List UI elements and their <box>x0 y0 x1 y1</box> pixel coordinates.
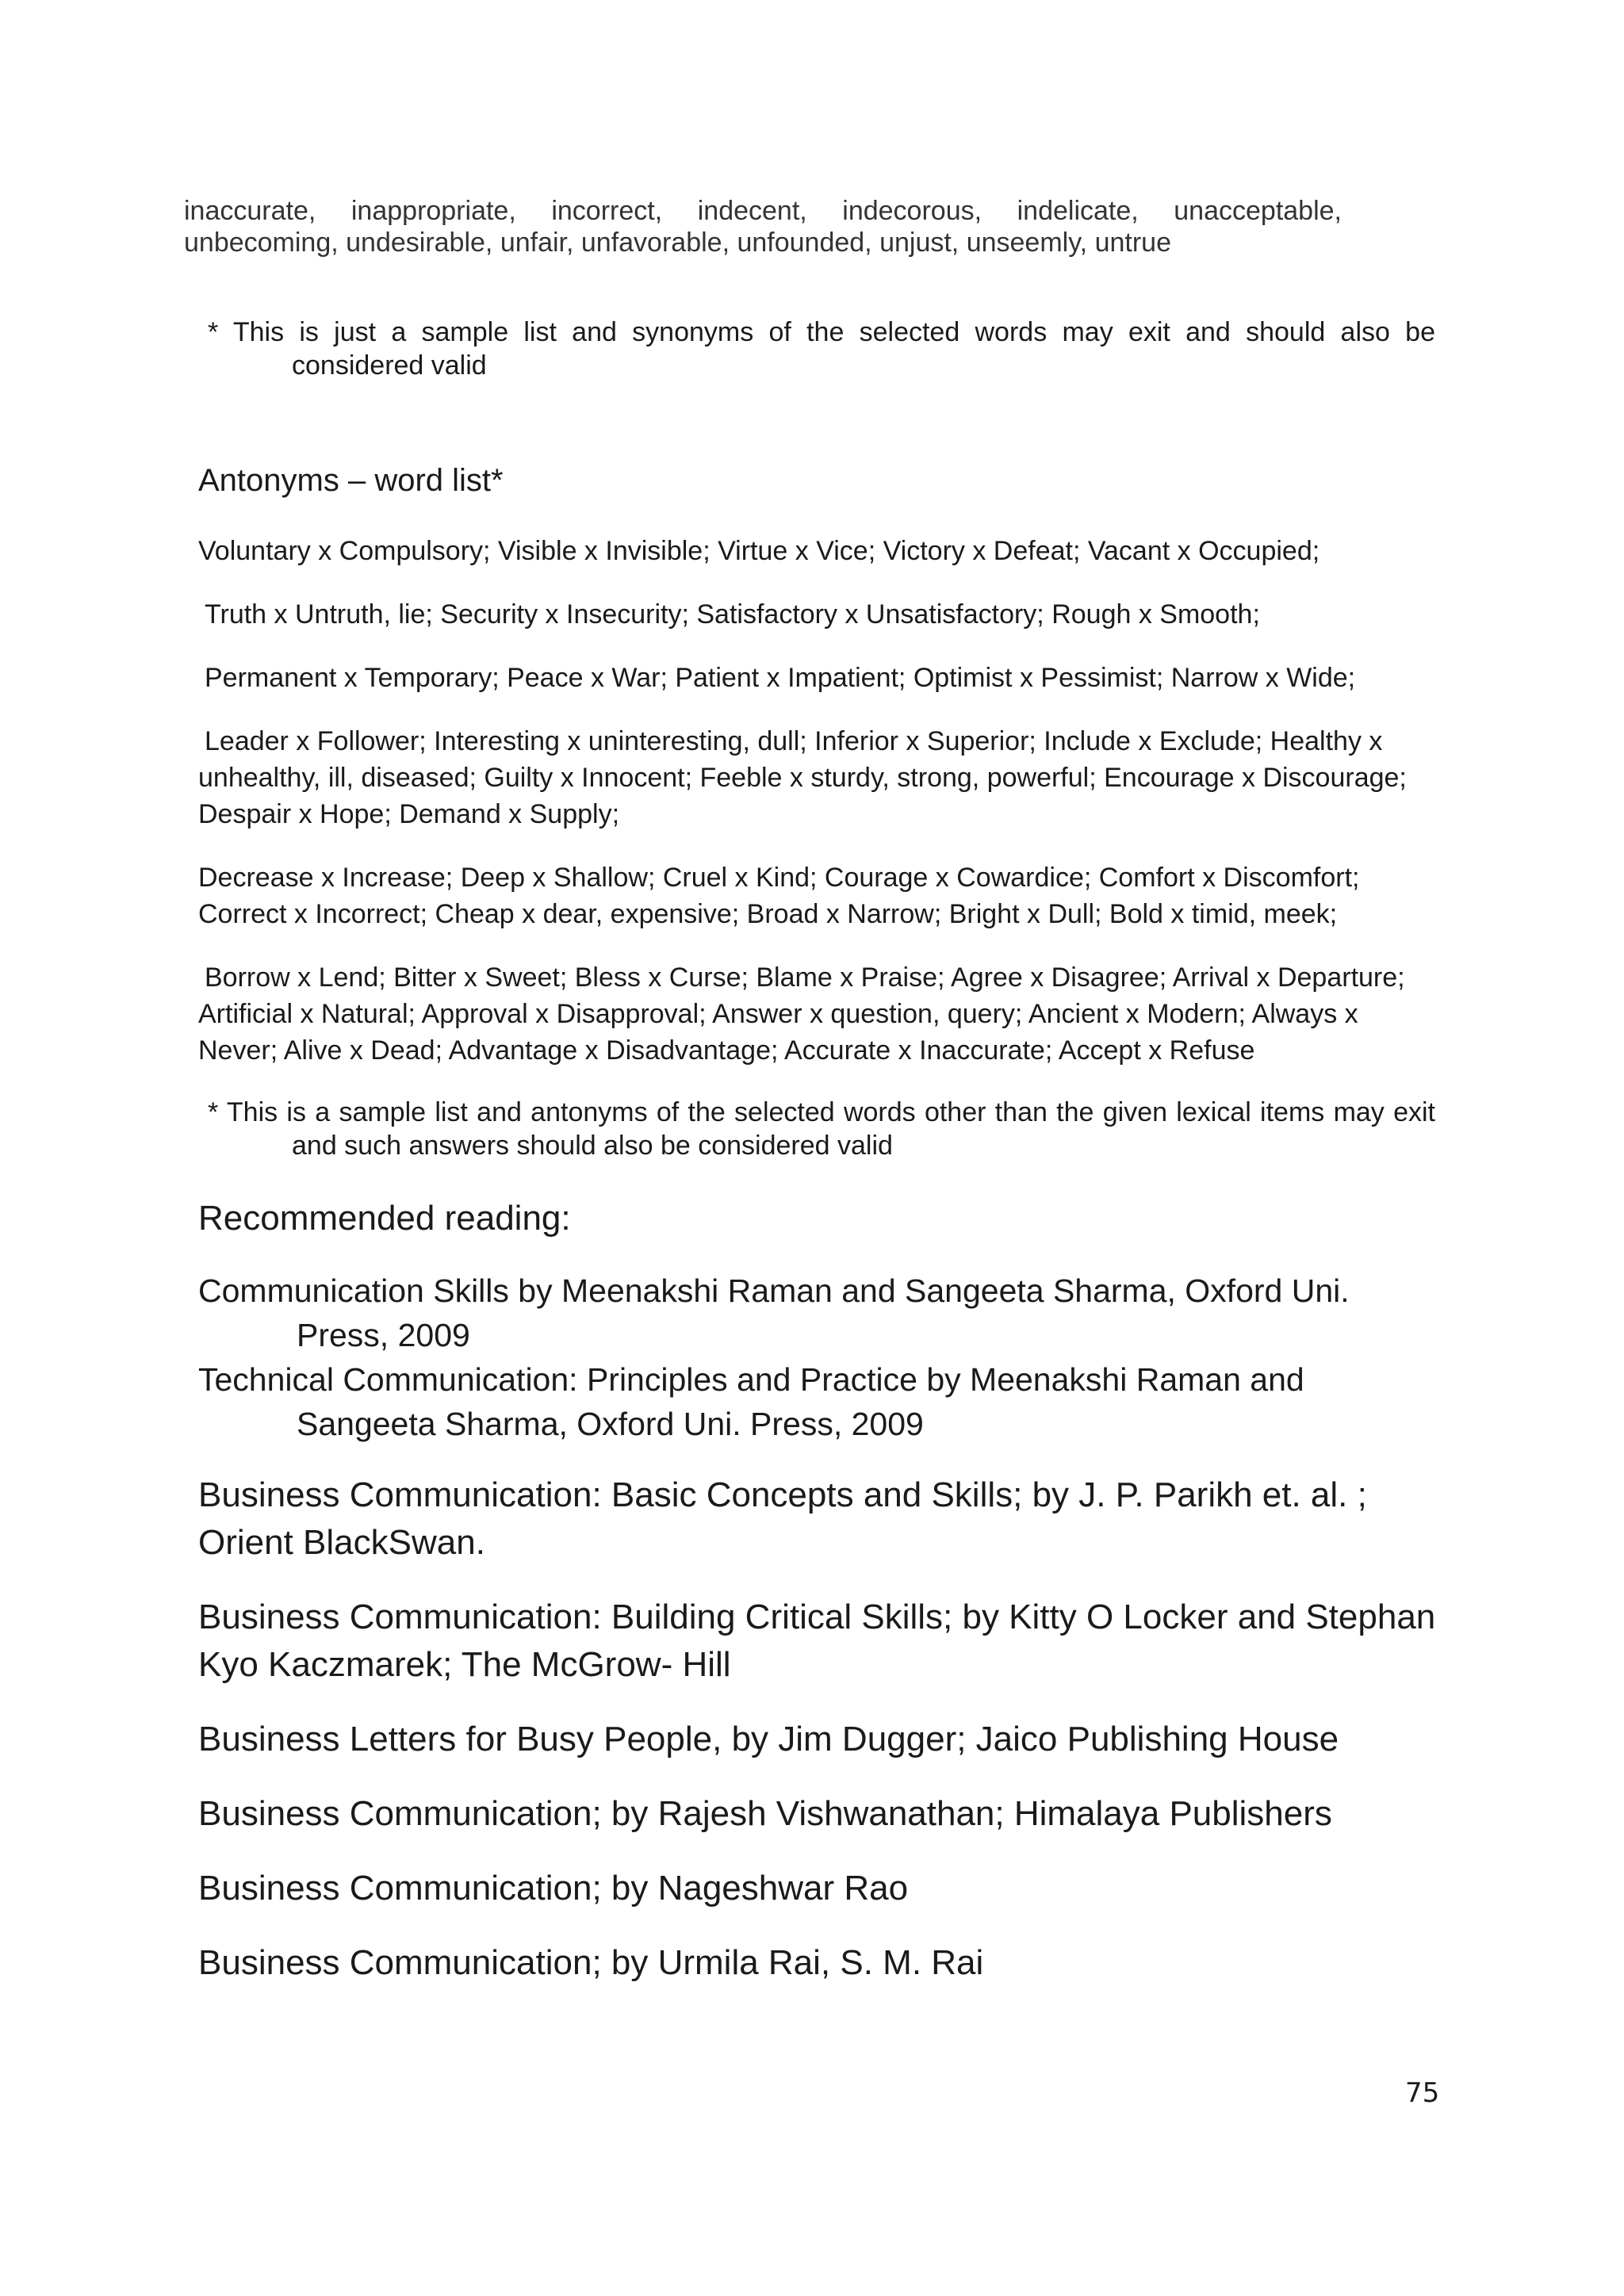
synonyms-line: unbecoming, undesirable, unfair, unfavorable, unfounded, unjust, unseemly, untrue <box>184 228 1171 258</box>
antonyms-paragraph: Decrease x Increase; Deep x Shallow; Cruel x Kind; Courage x Cowardice; Comfort x Discomfort; Correct x Incorrect; Cheap x dear, expensive; Broad x Narrow; Bright x Dull; Bold x timid, meek; <box>198 863 1360 929</box>
reference-entry: Business Communication: Basic Concepts and Skills; by J. P. Parikh et. al. ; Orient BlackSwan. <box>198 1475 1367 1562</box>
note-line: considered valid <box>292 350 487 381</box>
antonyms-paragraph: Borrow x Lend; Bitter x Sweet; Bless x Curse; Blame x Praise; Agree x Disagree; Arrival x Departure; Artificial x Natural; Approval x Disapproval; Answer x question, query; Ancient x Modern; Always x Never; Alive x Dead; Advantage x Disadvantage; Accurate x Inaccurate; Accept x Refuse <box>198 962 1405 1066</box>
reference-entry: Business Communication; by Rajesh Vishwanathan; Himalaya Publishers <box>198 1794 1332 1833</box>
reference-line: Press, 2009 <box>297 1317 470 1353</box>
synonyms-note <box>208 316 1435 382</box>
note-line: * This is a sample list and antonyms of the selected words other than the given lexical items may exit <box>208 1097 1435 1127</box>
antonyms-note <box>208 1096 1435 1162</box>
reference-line: Technical Communication: Principles and Practice by Meenakshi Raman and <box>198 1361 1304 1398</box>
note-line: * This is just a sample list and synonyms of the selected words may exit and should also be <box>208 317 1435 347</box>
reference-entry <box>198 1357 1451 1446</box>
reference-entry: Business Communication; by Nageshwar Rao <box>198 1869 909 1908</box>
page-number: 75 <box>1405 2077 1440 2109</box>
reference-entry <box>198 1269 1451 1357</box>
synonyms-line: inaccurate, inappropriate, incorrect, indecent, indecorous, indelicate, unacceptable, <box>184 196 1342 226</box>
reference-line: Communication Skills by Meenakshi Raman and Sangeeta Sharma, Oxford Uni. <box>198 1272 1350 1309</box>
antonyms-paragraph: Leader x Follower; Interesting x uninteresting, dull; Inferior x Superior; Include x Exclude; Healthy x unhealthy, ill, diseased; Guilty x Innocent; Feeble x sturdy, strong, powerful; Encourage x Discourage; Despair x Hope; Demand x Supply; <box>198 726 1407 829</box>
reference-entry: Business Letters for Busy People, by Jim Dugger; Jaico Publishing House <box>198 1720 1339 1758</box>
antonyms-heading: Antonyms – word list* <box>198 463 504 498</box>
recommended-reading-heading: Recommended reading: <box>198 1199 571 1238</box>
antonyms-paragraph: Voluntary x Compulsory; Visible x Invisible; Virtue x Vice; Victory x Defeat; Vacant x Occupied; <box>198 536 1320 566</box>
reference-entry: Business Communication; by Urmila Rai, S. M. Rai <box>198 1943 984 1982</box>
antonyms-paragraph: Truth x Untruth, lie; Security x Insecurity; Satisfactory x Unsatisfactory; Rough x Smooth; <box>205 599 1260 629</box>
reference-line: Sangeeta Sharma, Oxford Uni. Press, 2009 <box>297 1406 924 1442</box>
synonyms-list-tail <box>184 195 1342 258</box>
antonyms-paragraph: Permanent x Temporary; Peace x War; Patient x Impatient; Optimist x Pessimist; Narrow x Wide; <box>205 663 1356 693</box>
note-line: and such answers should also be considered valid <box>292 1131 893 1161</box>
reference-entry: Business Communication: Building Critical Skills; by Kitty O Locker and Stephan Kyo Kaczmarek; The McGrow- Hill <box>198 1598 1436 1684</box>
